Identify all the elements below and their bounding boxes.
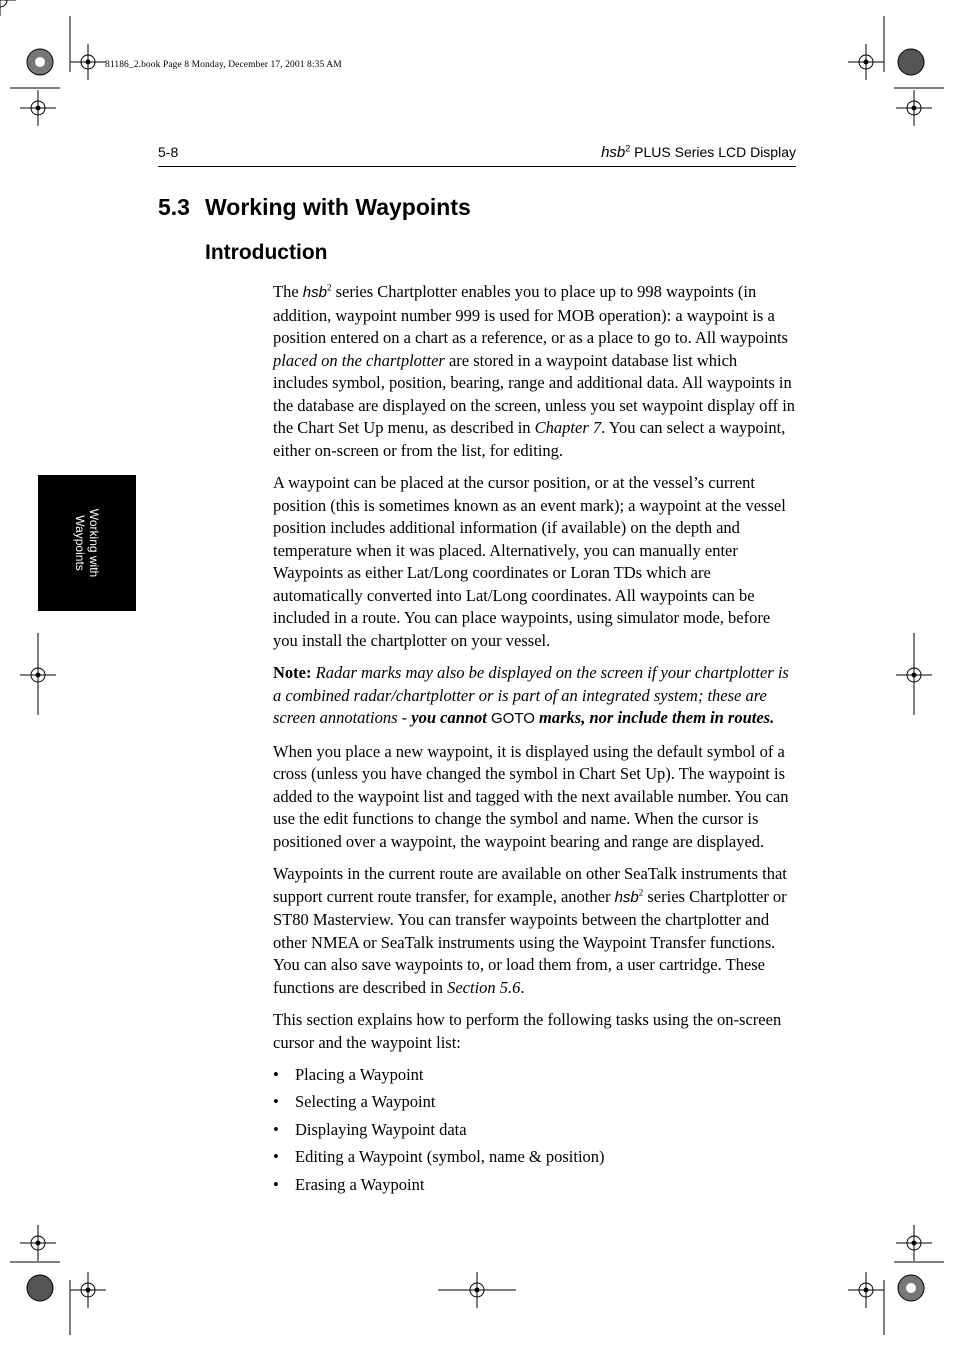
list-item: • Erasing a Waypoint: [273, 1174, 796, 1201]
book-info-line: 81186_2.book Page 8 Monday, December 17, 2001 8:35 AM: [105, 60, 342, 70]
body-text: [273, 281, 796, 1201]
page-number: 5-8: [158, 144, 179, 160]
note-italic: Radar marks may also be displayed on the screen if your chartplotter is a combined radar/chartplotter or is part of an integrated system; these are screen annotations -: [273, 663, 789, 727]
list-item: • Selecting a Waypoint: [273, 1091, 796, 1118]
paragraph-3: When you place a new waypoint, it is displayed using the default symbol of a cross (unless you have changed the symbol in Chart Set Up). The waypoint is added to the waypoint list and tagged with the next available number. You can use the edit functions to change the symbol and name. When the cursor is positioned over a waypoint, the waypoint bearing and range are displayed.: [273, 741, 789, 851]
hsb-superscript: 2: [625, 143, 631, 154]
subsection-heading: Introduction: [205, 241, 328, 264]
paragraph-5: This section explains how to perform the following tasks using the on-screen cursor and the waypoint list:: [273, 1010, 782, 1052]
paragraph-1: [273, 281, 796, 462]
hsb-brand: hsb: [614, 888, 639, 906]
running-header-title: PLUS Series LCD Display: [630, 144, 796, 160]
section-heading: [158, 194, 471, 221]
p4-text-a: Waypoints in the current route are available on other SeaTalk instruments that support current route transfer, for example, another: [273, 864, 787, 906]
hsb-brand: hsb: [601, 144, 626, 161]
p1-italic: placed on the chartplotter: [273, 350, 445, 370]
hsb-brand: hsb: [302, 284, 327, 301]
list-item: • Placing a Waypoint: [273, 1064, 796, 1091]
paragraph-4: [273, 863, 796, 999]
p1-text-c: are stored in a waypoint database list which includes symbol, position, bearing, range and additional data. All waypoints in the database are displayed on the screen, unless you set waypoint display off in the Chart Set Up menu, as described in: [273, 350, 796, 437]
side-tab-line-1: Working with: [87, 508, 101, 578]
list-item: • Editing a Waypoint (symbol, name & position): [273, 1146, 796, 1173]
list-item: • Displaying Waypoint data: [273, 1119, 796, 1146]
running-header: [601, 144, 796, 161]
note-paragraph: [273, 662, 796, 731]
task-list: [273, 1064, 796, 1201]
note-label: Note:: [273, 663, 312, 682]
p1-text-d: . You can select a waypoint, either on-screen or from the list, for editing.: [273, 418, 786, 460]
p4-text-b: series Chartplotter or ST80 Masterview. You can transfer waypoints between the chartplotter and other NMEA or SeaTalk instruments using the Waypoint Transfer functions. You can also save waypoints to, or load them from, a user cartridge. These functions are described in: [273, 886, 787, 997]
header-rule: [158, 166, 796, 167]
hsb-superscript: 2: [326, 282, 332, 293]
chapter-side-tab: [38, 475, 136, 611]
section-number: 5.3: [158, 194, 190, 220]
p1-text-a: The: [273, 282, 303, 301]
p1-text-b: series Chartplotter enables you to place up to 998 waypoints (in addition, waypoint number 999 is used for MOB operation): a waypoint is a position entered on a chart as a reference, or as a place to go to. All waypoints: [273, 282, 788, 347]
note-bold-1: you cannot: [411, 708, 492, 727]
section-title: Working with Waypoints: [205, 194, 471, 220]
section-reference: Section 5.6: [447, 977, 521, 997]
goto-keyword: GOTO: [491, 710, 535, 727]
chapter-reference: Chapter 7: [534, 418, 602, 437]
paragraph-2: A waypoint can be placed at the cursor position, or at the vessel’s current position (this is sometimes known as an event mark); a waypoint at the vessel position includes additional information (if available) on the depth and temperature when it was placed. Alternatively, you can manually enter Waypoints as either Lat/Long coordinates or Loran TDs which are automatically converted into Lat/Long coordinates. All waypoints can be included in a route. You can place waypoints, using simulator mode, before you install the chartplotter on your vessel.: [273, 473, 786, 650]
hsb-superscript: 2: [638, 887, 644, 897]
note-bold-2: marks, nor include them in routes.: [534, 708, 775, 727]
p4-text-c: .: [520, 977, 525, 997]
side-tab-line-2: Waypoints: [73, 515, 87, 571]
